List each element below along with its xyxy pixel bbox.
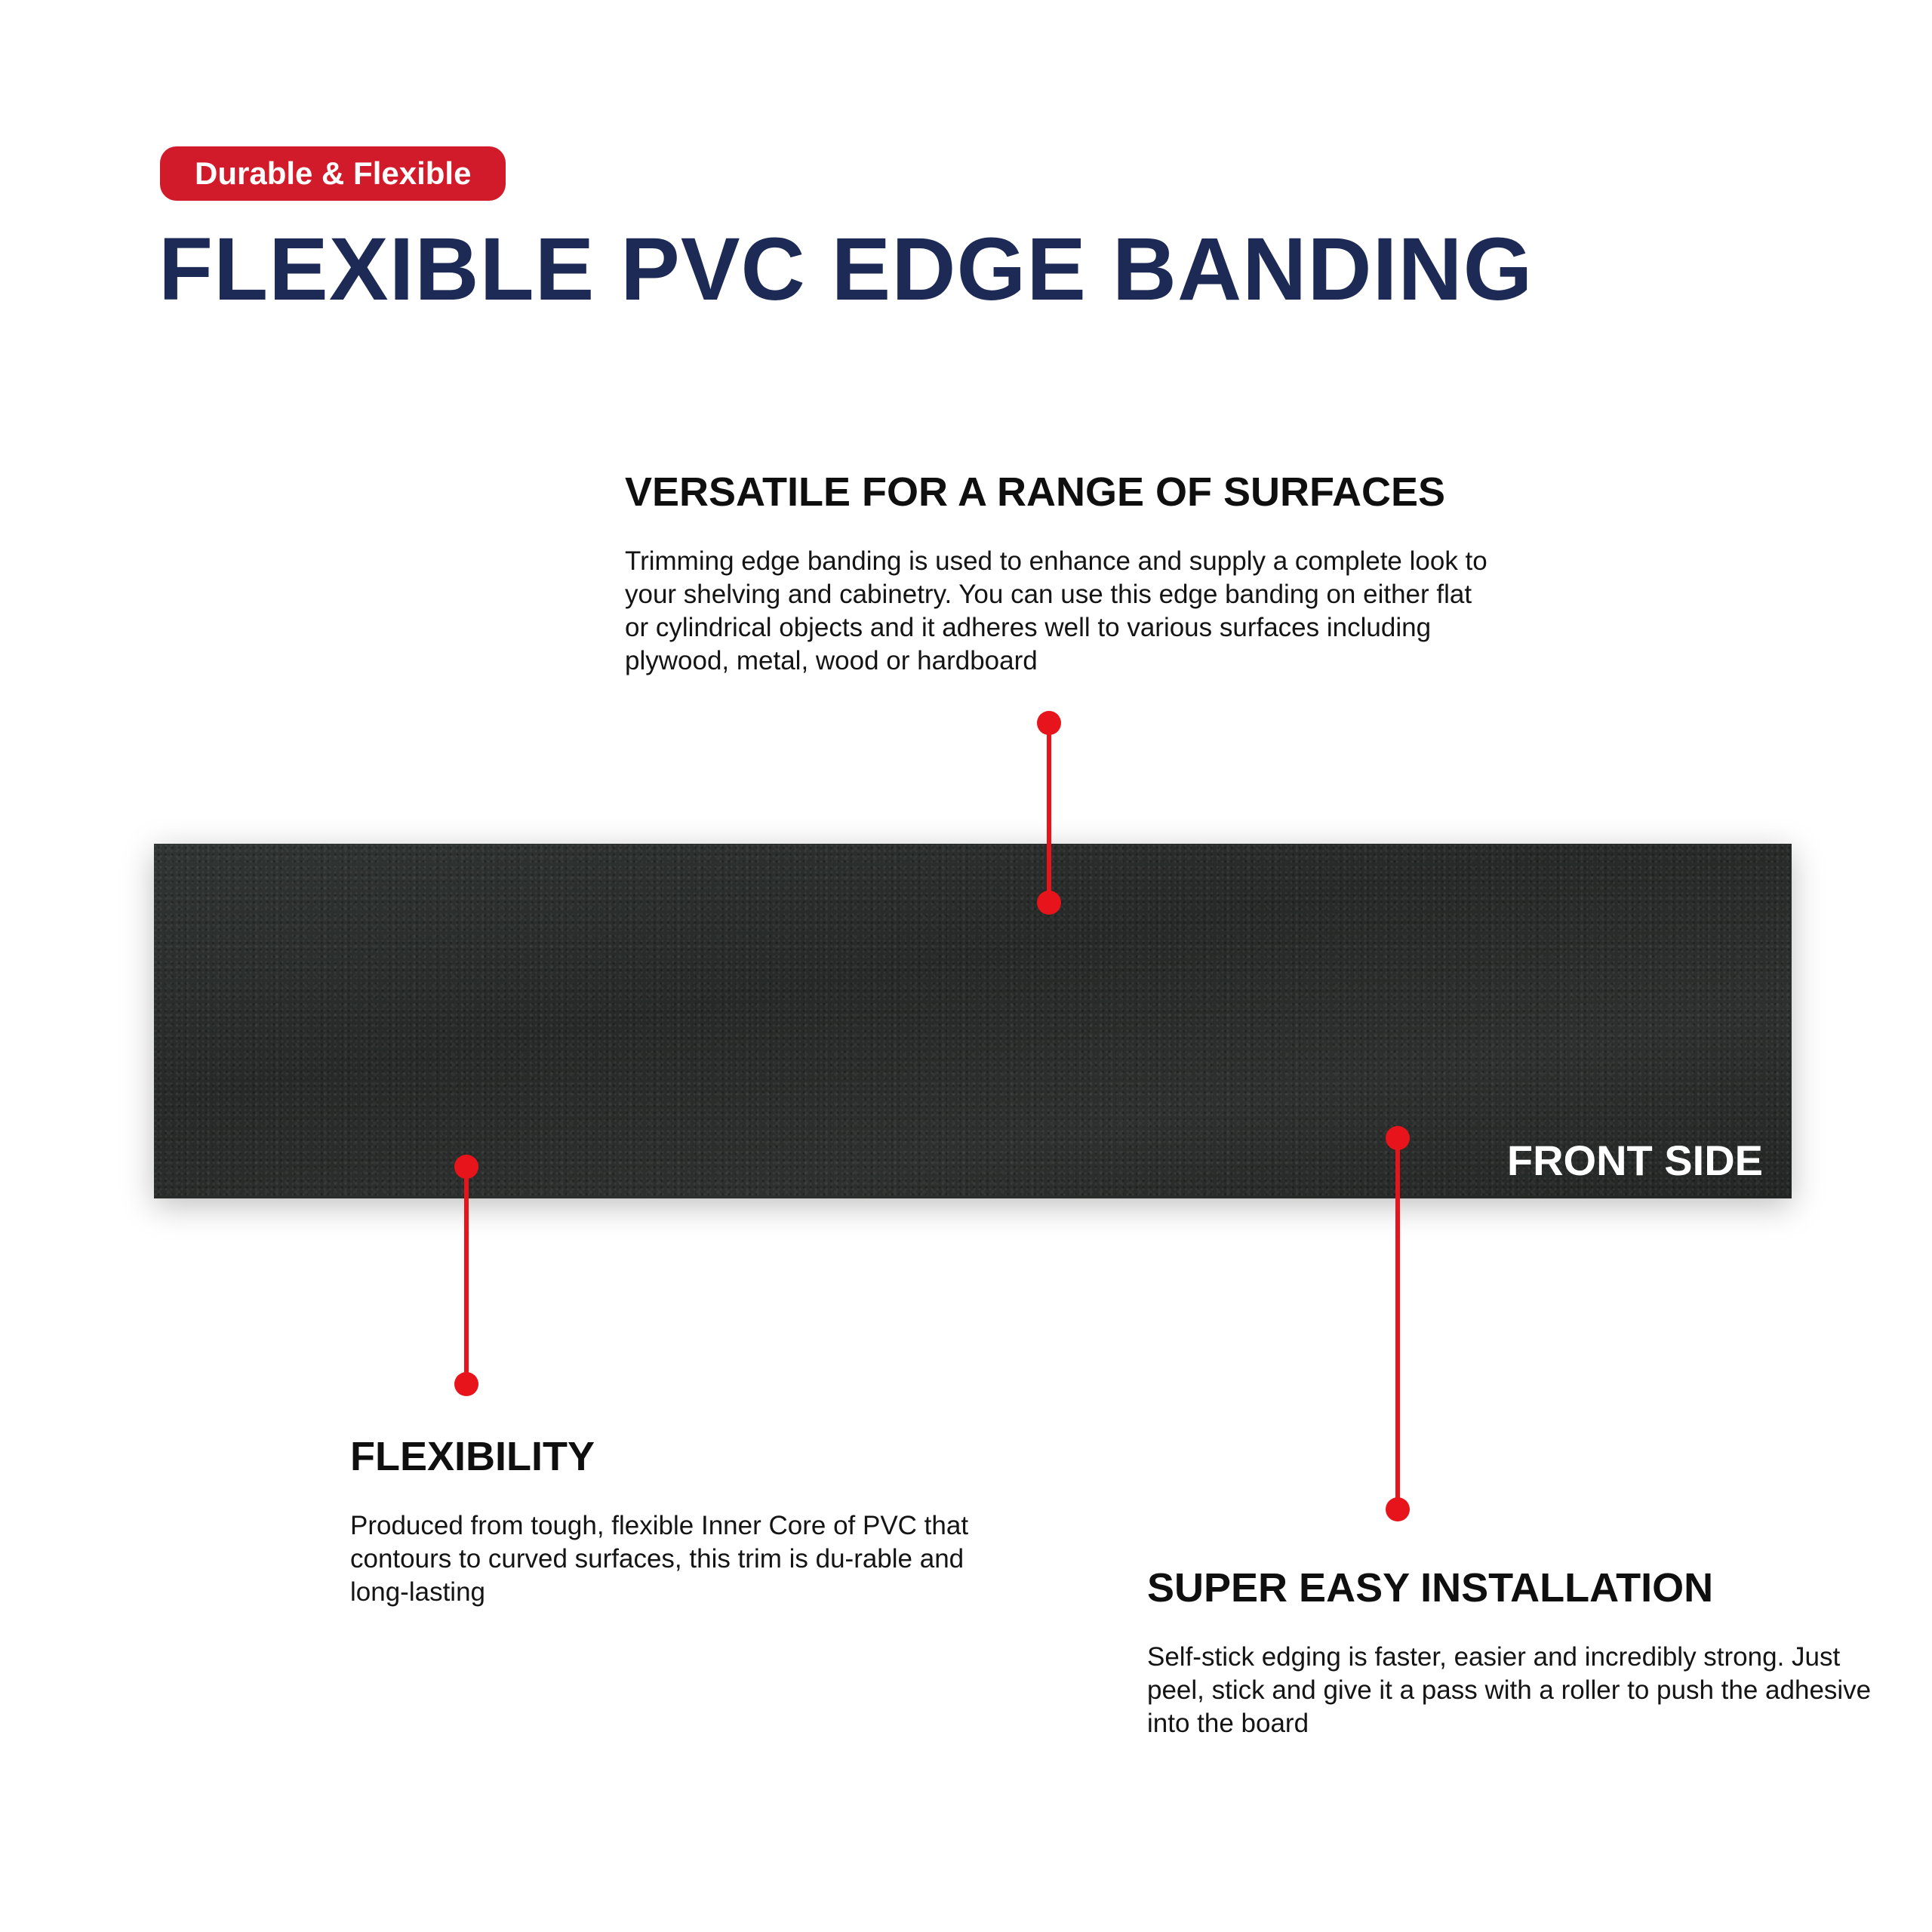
feature-description: Produced from tough, flexible Inner Core of PVC that contours to curved surfaces, this trim is du-rable and long-lasting [350,1511,969,1607]
pointer-dot-flexibility-top [454,1155,478,1179]
pointer-dot-installation-top [1386,1126,1410,1150]
pointer-dot-installation-bottom [1386,1497,1410,1521]
pointer-line-versatile [1047,721,1051,903]
feature-versatile [625,468,1493,678]
feature-heading: SUPER EASY INSTALLATION [1147,1565,1714,1611]
pointer-line-installation [1395,1137,1400,1509]
feature-heading: VERSATILE FOR A RANGE OF SURFACES [625,469,1446,515]
edge-banding-strip-image [154,844,1792,1198]
pointer-dot-flexibility-bottom [454,1372,478,1396]
pointer-dot-versatile-bottom [1037,891,1061,915]
page-title: FLEXIBLE PVC EDGE BANDING [158,220,1534,319]
front-side-label: FRONT SIDE [1506,1137,1763,1184]
category-badge: Durable & Flexible [160,146,506,201]
feature-flexibility [350,1432,984,1609]
pointer-dot-versatile-top [1037,711,1061,735]
feature-installation [1147,1564,1887,1740]
feature-description: Trimming edge banding is used to enhance and supply a complete look to your shelving and cabinetry. You can use this edge banding on either flat or cylindrical objects and it adheres well to various surfaces including plywood, metal, wood or hardboard [625,546,1487,675]
pointer-line-flexibility [464,1165,469,1384]
feature-heading: FLEXIBILITY [350,1434,595,1479]
feature-description: Self-stick edging is faster, easier and incredibly strong. Just peel, stick and give it a pass with a roller to push the adhesive into the board [1147,1642,1872,1738]
